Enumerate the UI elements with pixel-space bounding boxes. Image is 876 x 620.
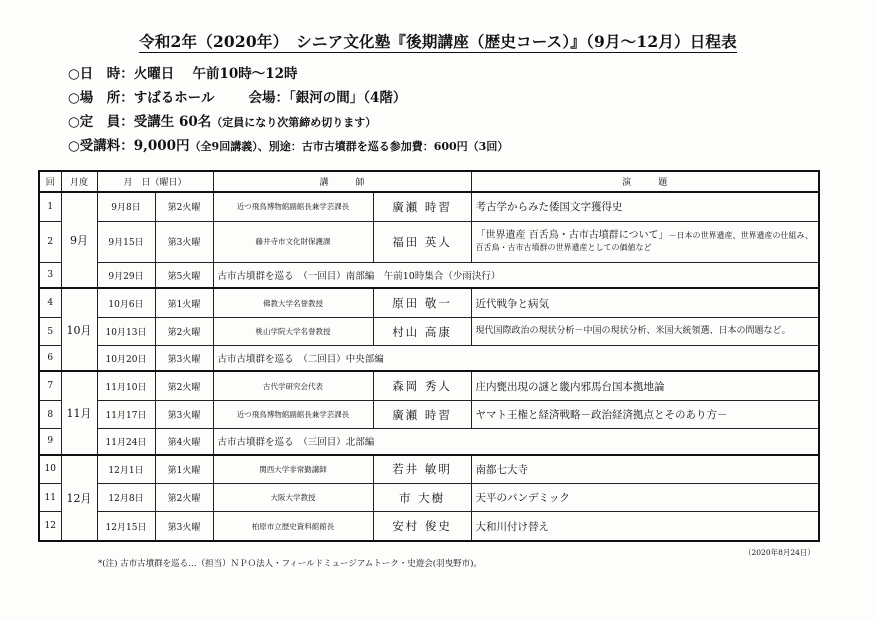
page-title: 令和2年（2020年） シニア文化塾『後期講座（歴史コース）』（9月～12月）日程表 bbox=[139, 32, 737, 51]
table-row bbox=[39, 288, 819, 317]
row-topic: 庄内甕出現の謎と畿内邪馬台国本拠地論 bbox=[471, 371, 819, 400]
row-topic bbox=[471, 221, 819, 263]
row-weekday: 第3火曜 bbox=[155, 512, 213, 541]
row-lecturer: 福田 英人 bbox=[373, 221, 471, 263]
table-row bbox=[39, 192, 819, 221]
row-date: 10月20日 bbox=[97, 346, 155, 372]
row-affiliation: 藤井寺市文化財保護課 bbox=[213, 221, 373, 263]
row-tour: 古市古墳群を巡る （三回目）北部編 bbox=[213, 429, 819, 455]
row-no: 12 bbox=[39, 512, 61, 541]
row-affiliation: 佛教大学名誉教授 bbox=[213, 288, 373, 317]
header-lecturer: 講 師 bbox=[213, 171, 471, 192]
row-lecturer: 若井 敏明 bbox=[373, 455, 471, 484]
row-affiliation: 近つ飛鳥博物館副館長兼学芸課長 bbox=[213, 192, 373, 221]
table-header-row bbox=[39, 171, 819, 192]
info-capacity: ○定 員：受講生 60名（定員になり次第締め切ります） bbox=[68, 114, 377, 130]
month-cell: 12月 bbox=[61, 455, 97, 541]
header-month: 月度 bbox=[61, 171, 97, 192]
footnote: *(注) 古市古墳群を巡る…（担当）ＮＰＯ法人・フィールドミュージアムトーク・史遊会(羽曳野市)。 bbox=[98, 559, 482, 569]
row-weekday: 第2火曜 bbox=[155, 371, 213, 400]
row-weekday: 第3火曜 bbox=[155, 401, 213, 429]
row-lecturer: 廣瀬 時習 bbox=[373, 192, 471, 221]
row-lecturer: 安村 俊史 bbox=[373, 512, 471, 541]
row-weekday: 第2火曜 bbox=[155, 484, 213, 512]
row-no: 10 bbox=[39, 455, 61, 484]
row-date: 10月6日 bbox=[97, 288, 155, 317]
schedule-table bbox=[38, 170, 820, 542]
row-weekday: 第1火曜 bbox=[155, 288, 213, 317]
table-row bbox=[39, 455, 819, 484]
row-date: 9月8日 bbox=[97, 192, 155, 221]
row-no: 8 bbox=[39, 401, 61, 429]
table-row bbox=[39, 221, 819, 263]
row-topic: 現代国際政治の現状分析－中国の現状分析、米国大統領選、日本の問題など。 bbox=[471, 317, 819, 345]
row-date: 12月8日 bbox=[97, 484, 155, 512]
row-date: 9月15日 bbox=[97, 221, 155, 263]
month-cell: 11月 bbox=[61, 371, 97, 454]
table-row bbox=[39, 317, 819, 345]
row-no: 11 bbox=[39, 484, 61, 512]
row-no: 7 bbox=[39, 371, 61, 400]
info-place: ○場 所：すばるホール 会場：「銀河の間」（4階） bbox=[68, 90, 407, 106]
row-date: 11月24日 bbox=[97, 429, 155, 455]
topic-sub: －日本の世界遺産、世界遺産の仕組み、百舌鳥・古市古墳群の世界遺産としての価値など bbox=[475, 230, 813, 252]
table-row bbox=[39, 371, 819, 400]
month-cell: 9月 bbox=[61, 192, 97, 288]
table-row bbox=[39, 429, 819, 455]
table-row bbox=[39, 263, 819, 289]
row-no: 6 bbox=[39, 346, 61, 372]
row-no: 1 bbox=[39, 192, 61, 221]
row-lecturer: 市 大樹 bbox=[373, 484, 471, 512]
row-affiliation: 古代学研究会代表 bbox=[213, 371, 373, 400]
row-affiliation: 近つ飛鳥博物館副館長兼学芸課長 bbox=[213, 401, 373, 429]
row-weekday: 第2火曜 bbox=[155, 317, 213, 345]
topic-main: 「世界遺産 百舌鳥・古市古墳群について」 bbox=[475, 229, 669, 241]
row-affiliation: 桃山学院大学名誉教授 bbox=[213, 317, 373, 345]
row-topic: ヤマト王権と経済戦略－政治経済拠点とそのあり方－ bbox=[471, 401, 819, 429]
row-topic: 南都七大寺 bbox=[471, 455, 819, 484]
row-weekday: 第2火曜 bbox=[155, 192, 213, 221]
row-topic: 近代戦争と病気 bbox=[471, 288, 819, 317]
table-row bbox=[39, 484, 819, 512]
row-lecturer: 廣瀬 時習 bbox=[373, 401, 471, 429]
row-weekday: 第3火曜 bbox=[155, 221, 213, 263]
row-topic: 大和川付け替え bbox=[471, 512, 819, 541]
row-no: 3 bbox=[39, 263, 61, 289]
row-date: 10月13日 bbox=[97, 317, 155, 345]
row-date: 9月29日 bbox=[97, 263, 155, 289]
row-topic: 天平のパンデミック bbox=[471, 484, 819, 512]
table-row bbox=[39, 401, 819, 429]
row-weekday: 第4火曜 bbox=[155, 429, 213, 455]
row-tour: 古市古墳群を巡る （一回目）南部編 午前10時集合（少雨決行） bbox=[213, 263, 819, 289]
row-no: 9 bbox=[39, 429, 61, 455]
row-no: 4 bbox=[39, 288, 61, 317]
row-weekday: 第3火曜 bbox=[155, 346, 213, 372]
row-affiliation: 柏原市立歴史資料館館長 bbox=[213, 512, 373, 541]
info-time: ○日 時：火曜日 午前10時～12時 bbox=[68, 66, 298, 82]
row-no: 5 bbox=[39, 317, 61, 345]
row-topic: 考古学からみた倭国文字獲得史 bbox=[471, 192, 819, 221]
row-affiliation: 関西大学非常勤講師 bbox=[213, 455, 373, 484]
header-no: 回 bbox=[39, 171, 61, 192]
info-fee: ○受講料：9,000円（全9回講義）、別途：古市古墳群を巡る参加費：600円（3回） bbox=[68, 138, 509, 154]
row-date: 12月15日 bbox=[97, 512, 155, 541]
table-row bbox=[39, 346, 819, 372]
row-tour: 古市古墳群を巡る （二回目）中央部編 bbox=[213, 346, 819, 372]
row-weekday: 第1火曜 bbox=[155, 455, 213, 484]
row-lecturer: 原田 敬一 bbox=[373, 288, 471, 317]
header-date: 月 日（曜日） bbox=[97, 171, 213, 192]
row-lecturer: 村山 高康 bbox=[373, 317, 471, 345]
row-weekday: 第5火曜 bbox=[155, 263, 213, 289]
row-date: 12月1日 bbox=[97, 455, 155, 484]
month-cell: 10月 bbox=[61, 288, 97, 371]
row-lecturer: 森岡 秀人 bbox=[373, 371, 471, 400]
row-no: 2 bbox=[39, 221, 61, 263]
table-row bbox=[39, 512, 819, 541]
row-affiliation: 大阪大学教授 bbox=[213, 484, 373, 512]
issue-date: （2020年8月24日） bbox=[744, 548, 815, 557]
row-date: 11月10日 bbox=[97, 371, 155, 400]
row-date: 11月17日 bbox=[97, 401, 155, 429]
header-topic: 演 題 bbox=[471, 171, 819, 192]
